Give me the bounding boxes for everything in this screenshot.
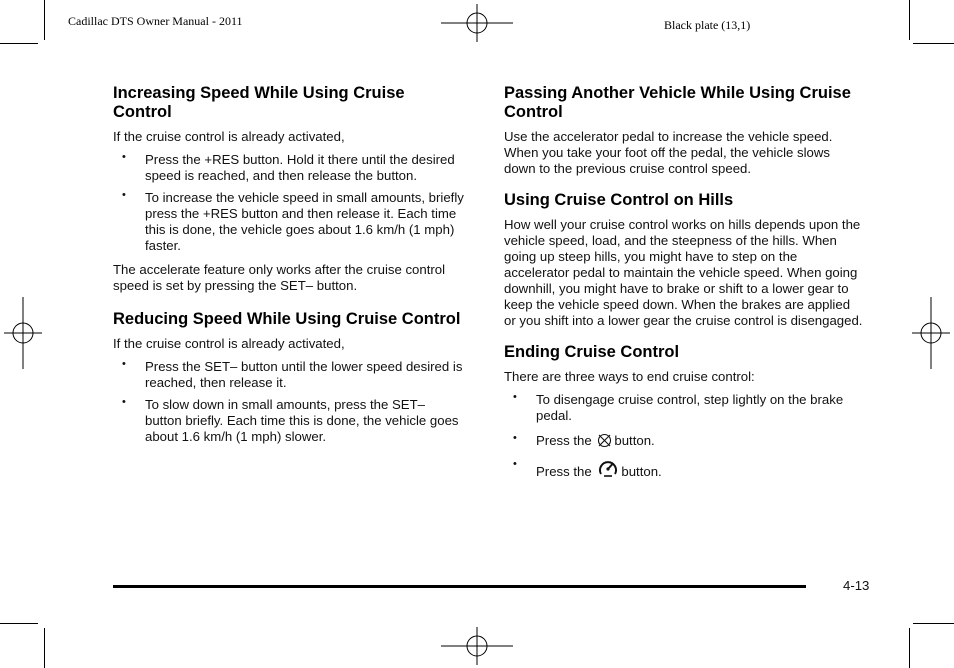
registration-mark-bottom [441,627,513,665]
list-item: • Press the button. [513,458,662,479]
body-passing: Use the accelerator pedal to increase the vehicle speed. When you take your foot off the pedal, the vehicle slows down to the previous cruise control speed. [504,129,833,176]
left-column [113,84,465,455]
crop-mark [909,0,910,40]
section-increasing-speed [113,84,465,294]
cruise-cancel-icon [597,433,612,448]
bullet-list-ending [504,392,864,480]
crop-mark [909,628,910,668]
bullet-list-increasing [113,152,465,254]
list-item: • Press the SET– button until the lower speed desired is reached, then release it. [122,358,463,390]
bullet-icon: • [122,358,126,370]
header-manual-title: Cadillac DTS Owner Manual - 2011 [68,14,243,28]
section-reducing-speed [113,310,465,445]
header-plate-info: Black plate (13,1) [664,18,751,32]
bullet-icon: • [122,151,126,163]
heading-increasing-speed: Increasing Speed While Using Cruise Control [113,84,405,121]
crop-mark [913,43,954,44]
section-hills [504,191,864,329]
bullet-icon: • [122,396,126,408]
list-item: • To slow down in small amounts, press the SET– button briefly. Each time this is done, the vehicle goes about 1.6 km/h (1 mph) slower. [122,396,459,444]
footer-rule [113,585,806,588]
intro-reducing: If the cruise control is already activated, [113,336,345,351]
list-item: • Press the +RES button. Hold it there until the desired speed is reached, and then release the button. [122,151,455,183]
bullet-list-reducing [113,359,465,445]
body-hills: How well your cruise control works on hills depends upon the vehicle speed, load, and the steepness of the hills. When going up steep hills, you might have to step on the accelerator pedal to maintain the vehicle speed. When going downhill, you might have to brake or shift to a lower gear to keep the vehicle speed down. When the brakes are applied or you shift into a lower gear the cruise control is disengaged. [504,217,863,328]
bullet-icon: • [513,458,517,470]
heading-hills: Using Cruise Control on Hills [504,191,734,209]
crop-mark [0,623,38,624]
list-item: • To disengage cruise control, step lightly on the brake pedal. [513,391,844,423]
section-passing [504,84,864,177]
intro-increasing: If the cruise control is already activated, [113,129,345,144]
bullet-icon: • [122,189,126,201]
intro-ending: There are three ways to end cruise control: [504,369,755,384]
registration-mark-top [441,4,513,42]
section-ending [504,343,864,480]
heading-reducing-speed: Reducing Speed While Using Cruise Control [113,310,461,328]
list-item: • To increase the vehicle speed in small amounts, briefly press the +RES button and then release it. Each time this is done, the vehicle goes about 1.6 km/h (1 mph) faster. [122,189,464,253]
bullet-icon: • [513,391,517,403]
bullet-icon: • [513,432,517,444]
crop-mark [913,623,954,624]
crop-mark [44,628,45,668]
registration-mark-right [912,297,950,369]
crop-mark [44,0,45,40]
heading-passing: Passing Another Vehicle While Using Cruise Control [504,84,851,121]
note-accelerate: The accelerate feature only works after the cruise control speed is set by pressing the SET– button. [113,262,446,293]
heading-ending: Ending Cruise Control [504,343,680,361]
list-item: • Press the button. [513,432,655,448]
page-number: 4-13 [843,578,870,593]
right-column [504,84,864,490]
registration-mark-left [4,297,42,369]
cruise-on-off-icon [597,459,619,479]
crop-mark [0,43,38,44]
